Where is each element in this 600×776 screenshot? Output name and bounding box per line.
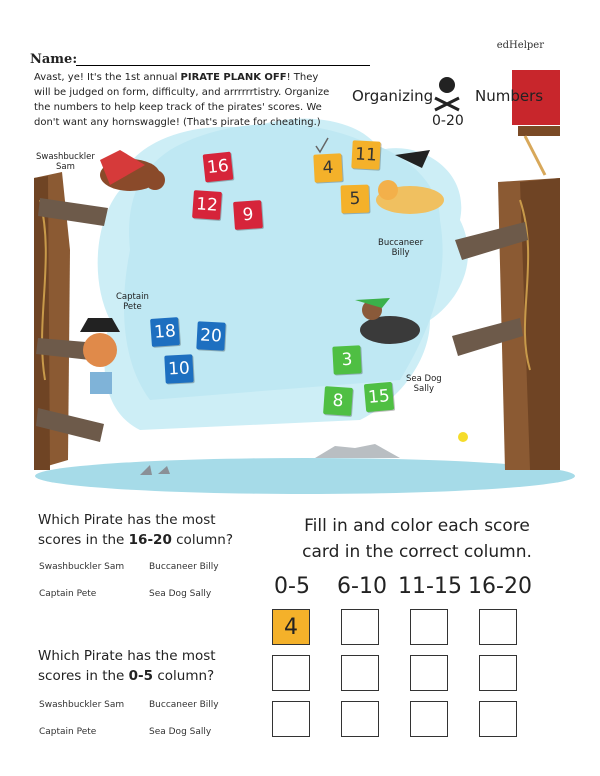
question-1 — [38, 510, 233, 550]
instructions-line1: Fill in and color each score — [304, 516, 530, 536]
score-card[interactable]: 16 — [203, 152, 234, 183]
grid-box[interactable] — [479, 655, 517, 691]
grid-box[interactable] — [479, 701, 517, 737]
pirate-label-sam: Swashbuckler Sam — [36, 152, 95, 172]
answer-option[interactable]: Buccaneer Billy — [149, 562, 219, 572]
answer-option[interactable]: Captain Pete — [39, 589, 97, 599]
column-header-6-10: 6-10 — [337, 574, 387, 599]
intro-text-2: ! They will be judged on form, difficulty, and arrrrrrtistry. Organize the numbers to help keep track of the pirates' scores. We don't want any hornswaggle! (That's pirate for cheating.) — [34, 72, 330, 128]
grid-box[interactable] — [272, 701, 310, 737]
score-card[interactable]: 10 — [164, 354, 193, 383]
score-card[interactable]: 8 — [323, 386, 353, 416]
answer-option[interactable]: Swashbuckler Sam — [39, 562, 125, 572]
grid-box[interactable] — [341, 609, 379, 645]
column-header-0-5: 0-5 — [274, 574, 310, 599]
score-card[interactable]: 18 — [150, 317, 180, 347]
intro-text-1: Avast, ye! It's the 1st annual — [34, 72, 181, 83]
answer-option[interactable]: Sea Dog Sally — [149, 589, 212, 599]
score-card[interactable]: 12 — [192, 190, 222, 220]
column-header-11-15: 11-15 — [398, 574, 462, 599]
skull-crossbones-icon — [439, 77, 455, 93]
question-2-line1: Which Pirate has the most — [38, 648, 216, 664]
answer-option[interactable]: Swashbuckler Sam — [39, 700, 125, 710]
answer-option[interactable]: Captain Pete — [39, 727, 97, 737]
column-header-16-20: 16-20 — [468, 574, 532, 599]
instructions-line2: card in the correct column. — [302, 542, 532, 562]
instructions — [282, 513, 552, 565]
score-card[interactable]: 5 — [341, 185, 370, 214]
name-label: Name: — [30, 52, 78, 67]
title-right: Numbers — [475, 87, 544, 105]
grid-box[interactable] — [410, 701, 448, 737]
grid-box[interactable] — [341, 701, 379, 737]
question-1-line2: scores in the 16-20 column? — [38, 532, 233, 548]
answer-option[interactable]: Sea Dog Sally — [149, 727, 212, 737]
score-card[interactable]: 4 — [313, 153, 342, 182]
score-card[interactable]: 20 — [196, 321, 225, 350]
question-2 — [38, 646, 216, 686]
intro-paragraph — [34, 70, 334, 130]
score-card[interactable]: 9 — [233, 200, 263, 230]
score-card[interactable]: 3 — [332, 345, 361, 374]
question-1-line1: Which Pirate has the most — [38, 512, 216, 528]
pirate-label-billy: Buccaneer Billy — [378, 238, 424, 258]
answer-option[interactable]: Buccaneer Billy — [149, 700, 219, 710]
grid-box[interactable] — [410, 655, 448, 691]
grid-box[interactable] — [410, 609, 448, 645]
score-card[interactable]: 11 — [351, 140, 380, 169]
title-range: 0-20 — [432, 113, 464, 129]
grid-box[interactable] — [272, 655, 310, 691]
grid-box[interactable] — [479, 609, 517, 645]
title-left: Organizing — [352, 87, 434, 105]
pirate-label-sally: Sea Dog Sally — [406, 374, 442, 394]
brand-label: edHelper — [496, 40, 544, 51]
grid-box[interactable]: 4 — [272, 609, 310, 645]
pirate-label-pete: Captain Pete — [116, 292, 149, 312]
intro-bold: PIRATE PLANK OFF — [180, 72, 287, 83]
grid-box[interactable] — [341, 655, 379, 691]
score-card[interactable]: 15 — [364, 382, 394, 412]
question-2-line2: scores in the 0-5 column? — [38, 668, 215, 684]
